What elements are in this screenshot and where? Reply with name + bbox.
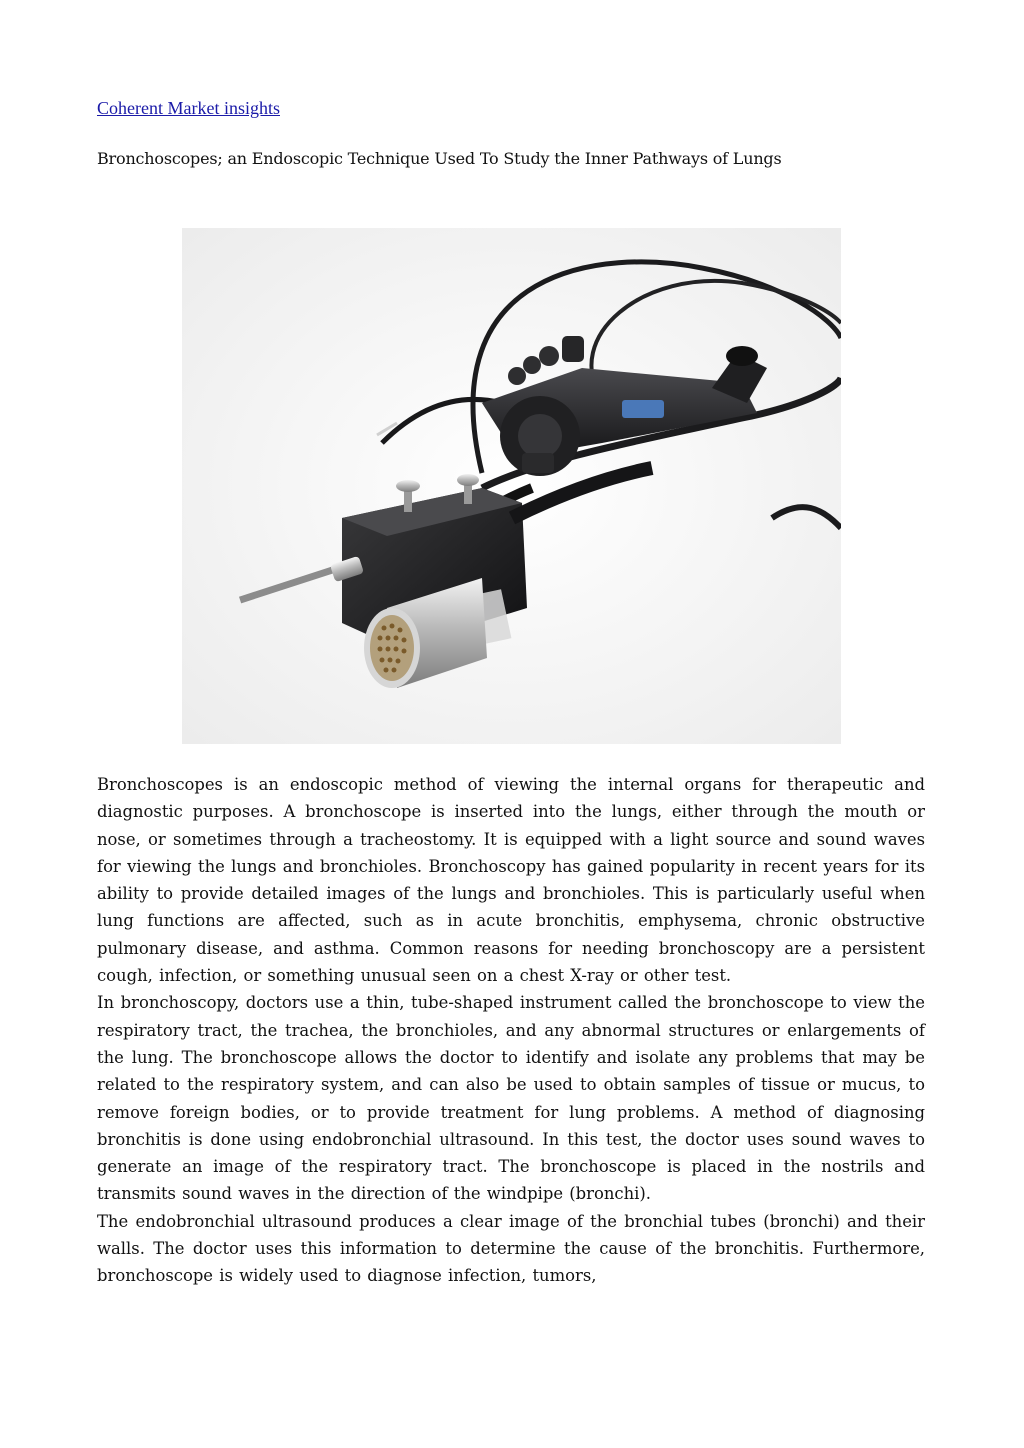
article-body	[97, 771, 925, 1290]
paragraph-2: In bronchoscopy, doctors use a thin, tube-shaped instrument called the bronchoscope to view the respiratory tract, the trachea, the bronchioles, and any abnormal structures or enlargements of the lung. The bronchoscope allows the doctor to identify and isolate any problems that may be related to the respiratory system, and can also be used to obtain samples of tissue or mucus, to remove foreign bodies, or to provide treatment for lung problems. A method of diagnosing bronchitis is done using endobronchial ultrasound. In this test, the doctor uses sound waves to generate an image of the respiratory tract. The bronchoscope is placed in the nostrils and transmits sound waves in the direction of the windpipe (bronchi).	[97, 993, 925, 1204]
paragraph-1: Bronchoscopes is an endoscopic method of viewing the internal organs for therapeutic and diagnostic purposes. A bronchoscope is inserted into the lungs, either through the mouth or nose, or sometimes through a tracheostomy. It is equipped with a light source and sound waves for viewing the lungs and bronchioles. Bronchoscopy has gained popularity in recent years for its ability to provide detailed images of the lungs and bronchioles. This is particularly useful when lung functions are affected, such as in acute bronchitis, emphysema, chronic obstructive pulmonary disease, and asthma. Common reasons for needing bronchoscopy are a persistent cough, infection, or something unusual seen on a chest X-ray or other test.	[97, 775, 925, 986]
paragraph-3: The endobronchial ultrasound produces a clear image of the bronchial tubes (bronchi) and their walls. The doctor uses this information to determine the cause of the bronchitis. Furthermore, bronchoscope is widely used to diagnose infection, tumors,	[97, 1211, 925, 1286]
bronchoscope-photo	[182, 228, 841, 744]
document-title: Bronchoscopes; an Endoscopic Technique Used To Study the Inner Pathways of Lungs	[97, 149, 782, 168]
source-link[interactable]: Coherent Market insights	[97, 98, 280, 118]
